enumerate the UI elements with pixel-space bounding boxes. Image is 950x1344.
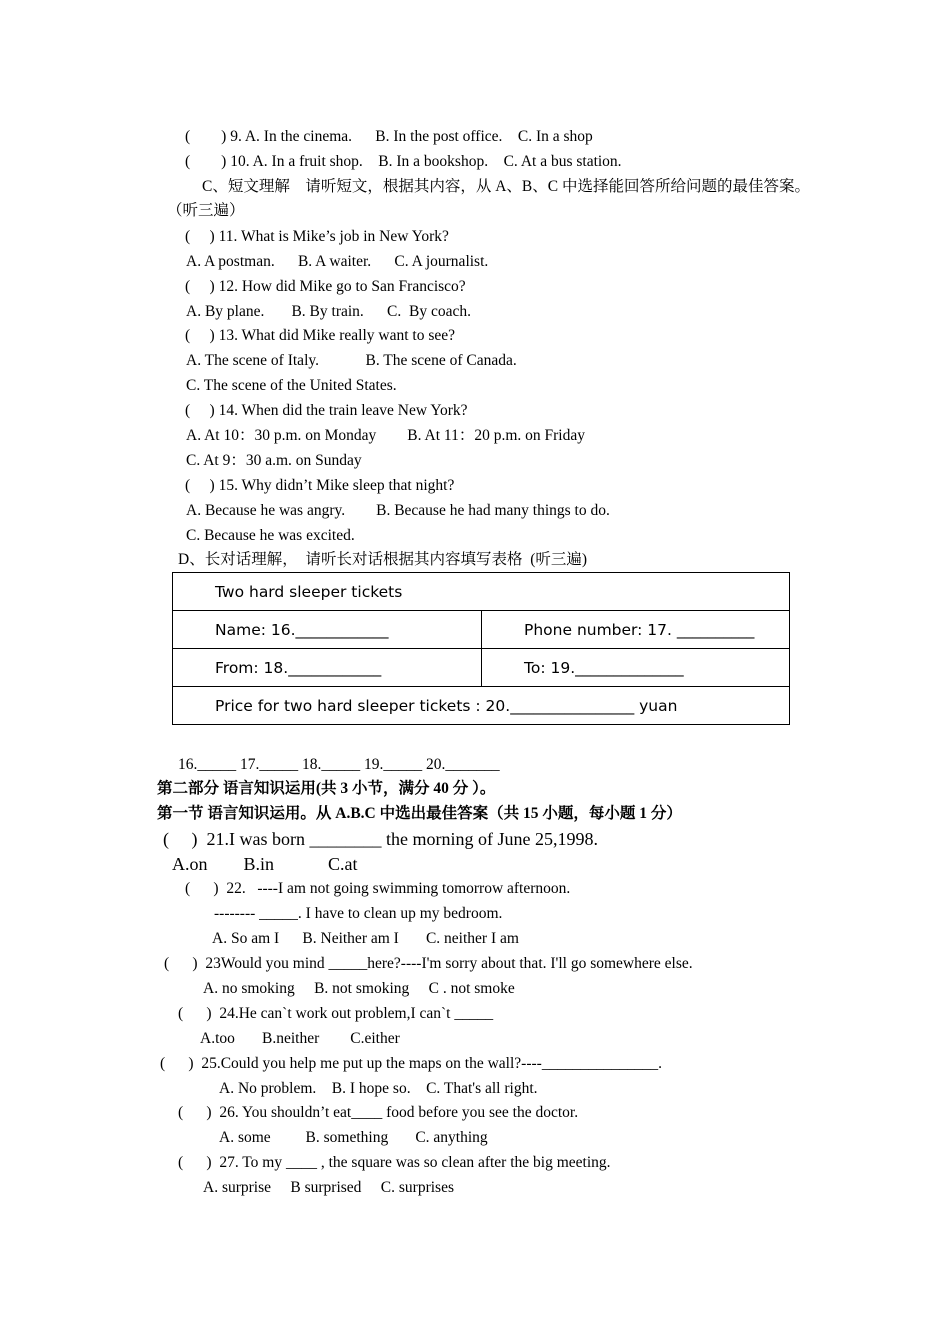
question-12: ( ) 12. How did Mike go to San Francisco? xyxy=(185,278,466,295)
question-13-option-c: C. The scene of the United States. xyxy=(186,377,397,394)
question-12-options: A. By plane. B. By train. C. By coach. xyxy=(186,303,471,320)
name-field: Name: 16.____________ xyxy=(173,611,482,649)
question-23: ( ) 23Would you mind _____here?----I'm sorry about that. I'll go somewhere else. xyxy=(164,955,693,972)
answer-blanks-16-20: 16._____ 17._____ 18._____ 19._____ 20._______ xyxy=(178,756,500,773)
question-9: ( ) 9. A. In the cinema. B. In the post office. C. In a shop xyxy=(185,128,593,145)
question-26: ( ) 26. You shouldn’t eat____ food before you see the doctor. xyxy=(178,1104,579,1121)
question-15-options-ab: A. Because he was angry. B. Because he had many things to do. xyxy=(186,502,610,519)
question-14-options-ab: A. At 10：30 p.m. on Monday B. At 11：20 p.m. on Friday xyxy=(186,427,585,444)
phone-field: Phone number: 17. __________ xyxy=(482,611,790,649)
question-27: ( ) 27. To my ____ , the square was so clean after the big meeting. xyxy=(178,1154,611,1171)
ticket-form-title: Two hard sleeper tickets xyxy=(173,573,790,611)
question-26-options: A. some B. something C. anything xyxy=(219,1129,488,1146)
question-13-options-ab: A. The scene of Italy. B. The scene of Canada. xyxy=(186,352,517,369)
question-11-options: A. A postman. B. A waiter. C. A journalist. xyxy=(186,253,489,270)
question-22-reply: -------- _____. I have to clean up my bedroom. xyxy=(214,905,503,922)
to-field: To: 19.______________ xyxy=(482,649,790,687)
question-27-options: A. surprise B surprised C. surprises xyxy=(203,1179,454,1196)
question-11: ( ) 11. What is Mike’s job in New York? xyxy=(185,228,449,245)
price-field: Price for two hard sleeper tickets : 20.________________ yuan xyxy=(173,687,790,725)
question-22: ( ) 22. ----I am not going swimming tomorrow afternoon. xyxy=(185,880,571,897)
question-25: ( ) 25.Could you help me put up the maps on the wall?----_______________. xyxy=(160,1055,662,1072)
part-two-heading: 第二部分 语言知识运用(共 3 小节，满分 40 分 ）。 xyxy=(157,780,496,797)
section-c-note: （听三遍） xyxy=(167,202,245,219)
ticket-form-table xyxy=(172,572,790,725)
question-21-options: A.on B.in C.at xyxy=(172,854,358,874)
question-14-option-c: C. At 9：30 a.m. on Sunday xyxy=(186,452,362,469)
question-24: ( ) 24.He can`t work out problem,I can`t _____ xyxy=(178,1005,494,1022)
question-10: ( ) 10. A. In a fruit shop. B. In a bookshop. C. At a bus station. xyxy=(185,153,622,170)
section-one-heading: 第一节 语言知识运用。从 A.B.C 中选出最佳答案（共 15 小题，每小题 1 分） xyxy=(157,805,682,822)
question-25-options: A. No problem. B. I hope so. C. That's all right. xyxy=(219,1080,538,1097)
from-field: From: 18.____________ xyxy=(173,649,482,687)
section-d-instructions: D、长对话理解， 请听长对话根据其内容填写表格 (听三遍) xyxy=(178,551,588,568)
question-22-options: A. So am I B. Neither am I C. neither I am xyxy=(212,930,519,947)
question-14: ( ) 14. When did the train leave New York? xyxy=(185,402,468,419)
question-15: ( ) 15. Why didn’t Mike sleep that night? xyxy=(185,477,455,494)
question-21: ( ) 21.I was born ________ the morning of June 25,1998. xyxy=(163,829,598,849)
section-c-instructions: C、短文理解 请听短文，根据其内容，从 A、B、C 中选择能回答所给问题的最佳答案。 xyxy=(202,178,810,195)
question-15-option-c: C. Because he was excited. xyxy=(186,527,355,544)
question-23-options: A. no smoking B. not smoking C . not smoke xyxy=(203,980,515,997)
question-13: ( ) 13. What did Mike really want to see? xyxy=(185,327,456,344)
question-24-options: A.too B.neither C.either xyxy=(200,1030,400,1047)
